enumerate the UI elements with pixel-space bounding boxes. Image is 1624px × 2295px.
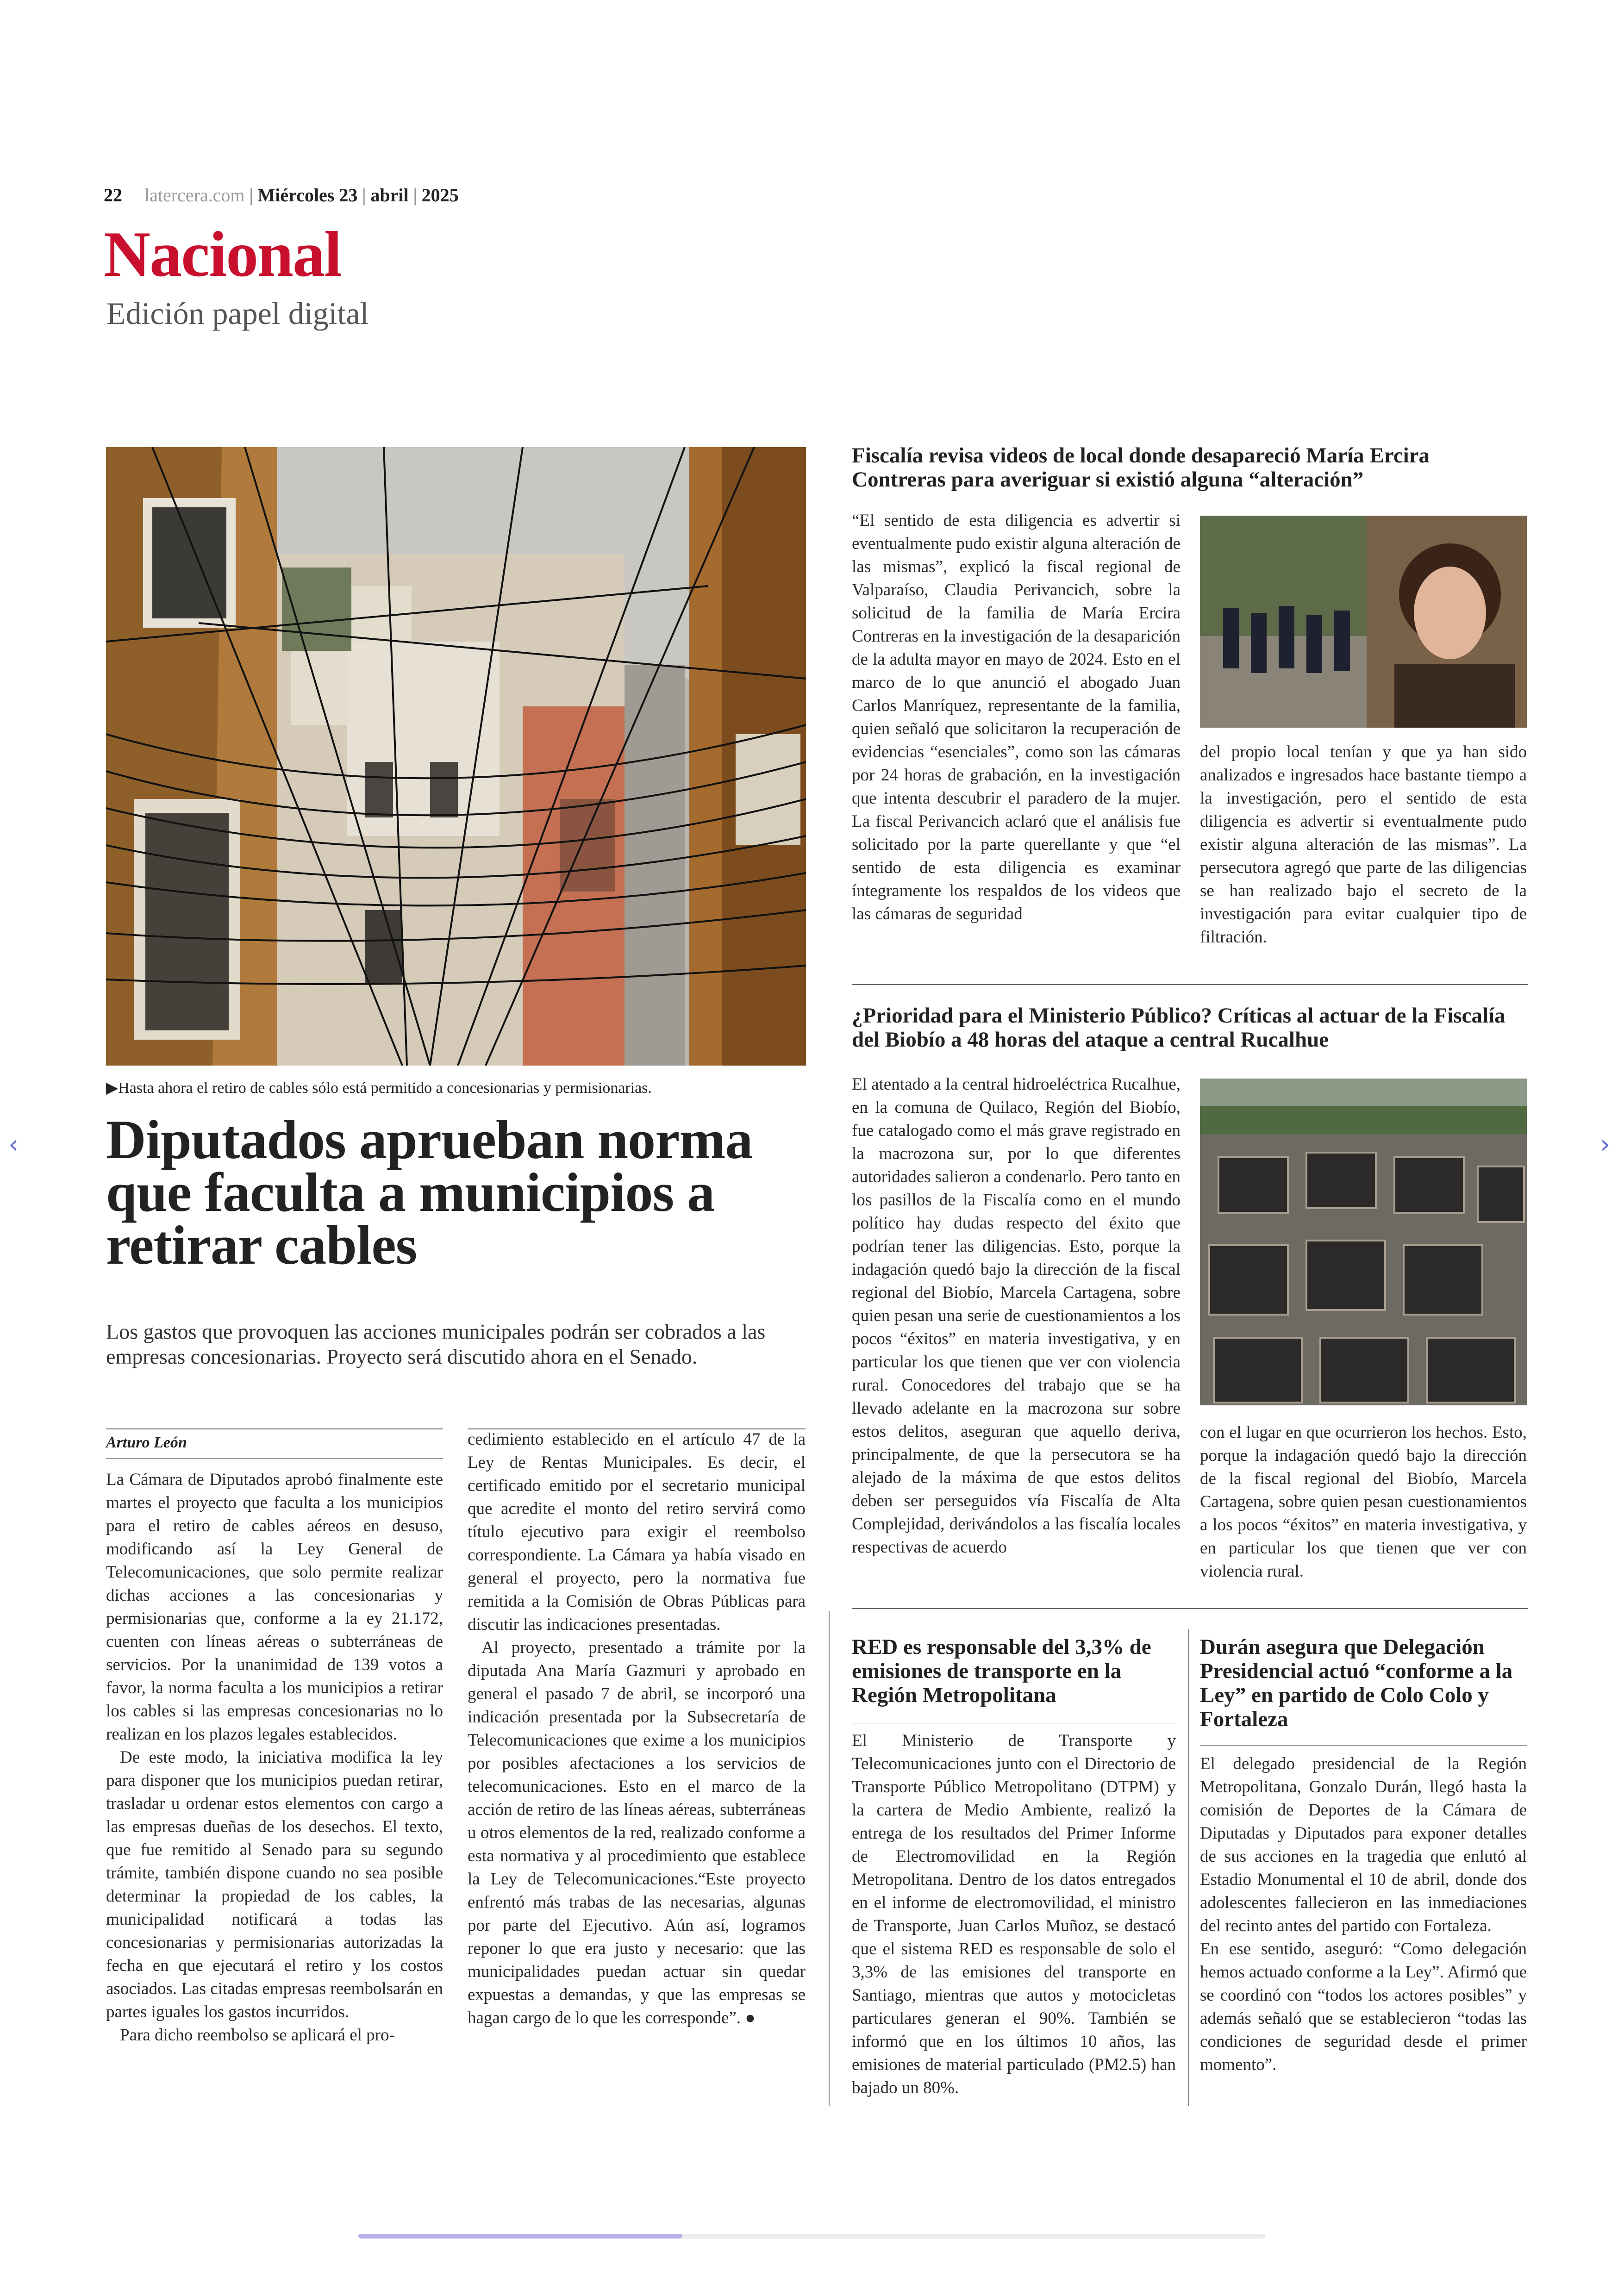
brief-biobio-col2 <box>1200 1421 1527 1583</box>
main-paragraph: Para dicho reembolso se aplicará el pro- <box>120 2026 395 2045</box>
page-number: 22 <box>104 185 122 206</box>
brief-fiscalia-col2 <box>1200 741 1527 949</box>
edition-label: Edición papel digital <box>106 296 369 331</box>
brief-fiscalia-text2: del propio local tenían y que ya han sido analizados e ingresados hace bastante tiempo a la investigación, pero el sentido de esta diligencia es advertir si eventualmente pudo existir alguna alteración de las mismas”. La persecutora agregó que parte de las diligencias se han realizado bajo el secreto de la investigación para evitar cualquier tipo de filtración. <box>1200 742 1527 947</box>
page-scrollbar-thumb[interactable] <box>358 2234 682 2239</box>
end-mark-icon: ● <box>741 2008 756 2027</box>
main-paragraph: cedimiento establecido en el artículo 47 de la Ley de Rentas Municipales. Es decir, el certificado emitido por el secretario municipal que acredite el monto del retiro servirá como título ejecutivo para exigir el reembolso correspondiente. La Cámara ya había visado en general el proyecto, pero la normativa fue remitida a la Comisión de Obras Públicas para discutir las indicaciones presentadas. <box>468 1430 806 1634</box>
caption-arrow-icon: ▶ <box>106 1079 119 1097</box>
byline-under-rule <box>106 1458 443 1459</box>
brief-duran-body <box>1200 1752 1527 2077</box>
caption-text: Hasta ahora el retiro de cables sólo está permitido a concesionarias y permisionarias. <box>118 1079 652 1097</box>
main-paragraph <box>468 1636 806 2030</box>
main-deck: Los gastos que provoquen las acciones municipales podrán ser cobrados a las empresas concesionarias. Proyecto será discutido ahora en el Senado. <box>106 1320 766 1368</box>
brief-red-text: El Ministerio de Transporte y Telecomunicaciones junto con el Directorio de Transporte Público Metropolitano (DTPM) y la cartera de Medio Ambiente, realizó la entrega de los resultados del Primer Informe de Electromovilidad en la Región Metropolitana. Dentro de los datos entregados en el informe de electromovilidad, el ministro de Transporte, Juan Carlos Muñoz, se destacó que el sistema RED es responsable de solo el 3,3% de las emisiones del transporte en Santiago, mientras que autos y motocicletas particulares generan el 90%. También se informó que en los últimos 10 años, las emisiones de material particulado (PM2.5) han bajado un 80%. <box>852 1731 1176 2097</box>
brief-biobio-photo <box>1200 1079 1527 1405</box>
column-divider <box>829 1611 830 2106</box>
byline: Arturo León <box>106 1434 187 1451</box>
main-paragraph: La Cámara de Diputados aprobó finalmente este martes el proyecto que faculta a los municipios para el retiro de cables aéreos en desuso, modificando así la Ley General de Telecomunicaciones, que solo permite realizar dichas acciones a las concesionarias y permisionarias que, conforme a la ey 21.172, cuenten con líneas aéreas o subterráneas de servicios. Por la unanimidad de 139 votos a favor, la norma faculta a los municipios a retirar los cables si las empresas concesionarias no lo realizan en los plazos legales establecidos. <box>106 1470 443 1744</box>
main-paragraph-text: Al proyecto, presentado a trámite por la diputada Ana María Gazmuri y aprobado en general el pasado 7 de abril, se incorporó una indicación presentada por la Subsecretaría de Telecomunicaciones que exime a los municipios por posibles afectaciones a los servicios de telecomunicaciones. Esto en el marco de la acción de retiro de las líneas aéreas, subterráneas u otros elementos de la red, realizado conforme a esta normativa y al procedimiento que establece la Ley de Telecomunicaciones.“Este proyecto enfrentó más trabas de las necesarias, algunas por parte del Ejecutivo. Aún así, logramos reponer lo que era justo y necesario: que las municipalidades puedan actuar sin quedar expuestas a demandas, y que las empresas se hagan cargo de lo que les corresponde”. <box>468 1638 806 2027</box>
main-paragraph: De este modo, la iniciativa modifica la ley para disponer que los municipios puedan retirar, trasladar u ordenar estos elementos con cargo a las empresas dueñas de los desechos. El texto, que fue remitido al Senado para su segundo trámite, también dispone cuando no sea posible determinar la propiedad de los cables, la municipalidad notificará a todas las concesionarias y permisionarias autorizadas la fecha en que ejecutará el retiro y los costos asociados. Las citadas empresas reembolsarán en partes iguales los gastos incurridos. <box>106 1748 443 2021</box>
date-day: Miércoles 23 <box>257 185 358 206</box>
page-folio: 22 latercera.com | Miércoles 23 | abril | 2025 <box>104 185 459 206</box>
prev-page-button[interactable]: ‹ <box>8 1129 19 1160</box>
date-year: 2025 <box>421 185 459 206</box>
date-month: abril <box>370 185 409 206</box>
brief-column-divider <box>1188 1629 1189 2106</box>
byline-rule <box>106 1428 443 1429</box>
brief-red-body <box>852 1729 1176 2100</box>
photo-caption <box>106 1079 806 1097</box>
main-body-col2 <box>468 1428 806 2030</box>
main-photo <box>106 447 806 1066</box>
brief-fiscalia-photo <box>1200 516 1527 728</box>
brief-biobio-col1 <box>852 1073 1181 1559</box>
brief-divider-2 <box>852 1608 1528 1609</box>
next-page-button[interactable]: › <box>1600 1129 1611 1160</box>
brief-fiscalia-col1 <box>852 509 1181 926</box>
brief-biobio-headline: ¿Prioridad para el Ministerio Público? Críticas al actuar de la Fiscalía del Biobío a 48 horas del ataque a central Rucalhue <box>852 1004 1505 1052</box>
main-headline: Diputados aprueban norma que faculta a municipios a retirar cables <box>106 1109 753 1276</box>
brief-divider <box>852 984 1528 985</box>
brief-duran-text1: El delegado presidencial de la Región Metropolitana, Gonzalo Durán, llegó hasta la comisión de Deportes de la Cámara de Diputadas y Diputados para exponer detalles de sus acciones en la tragedia que enlutó al Estadio Monumental el 10 de abril, donde dos adolescentes fallecieron en las inmediaciones del recinto antes del partido con Fortaleza. <box>1200 1754 1527 1935</box>
main-body-col1 <box>106 1468 443 2047</box>
brief-red-headline: RED es responsable del 3,3% de emisiones de transporte en la Región Metropolitana <box>852 1635 1151 1707</box>
section-title: Nacional <box>104 218 341 290</box>
site-name: latercera.com <box>144 185 245 206</box>
brief-fiscalia-headline: Fiscalía revisa videos de local donde desapareció María Ercira Contreras para averiguar si existió alguna “alteración” <box>852 443 1430 492</box>
brief-fiscalia-text1: “El sentido de esta diligencia es advertir si eventualmente pudo existir alguna alteración de las mismas”, explicó la fiscal regional de Valparaíso, Claudia Perivancich, sobre la solicitud de la familia de María Ercira Contreras en la investigación de la desaparición de la adulta mayor en mayo de 2024. Esto en el marco de lo que anunció el abogado Juan Carlos Manríquez, representante de la familia, quien señaló que solicitaron la recuperación de evidencias “esenciales”, como son las cámaras por 24 horas de grabación, en la investigación que intenta descubrir el paradero de la mujer. La fiscal Perivancich aclaró que el análisis fue solicitado por la parte querellante y que “el sentido de esta diligencia es examinar íntegramente los respaldos de los videos que las cámaras de seguridad <box>852 511 1181 923</box>
brief-duran-text2: En ese sentido, aseguró: “Como delegación hemos actuado conforme a la Ley”. Afirmó que se coordinó con “todos los actores posibles” y además señaló que se establecieron “todas las condiciones de seguridad desde el primer momento”. <box>1200 1940 1527 2074</box>
brief-biobio-text1: El atentado a la central hidroeléctrica Rucalhue, en la comuna de Quilaco, Región del Biobío, fue catalogado como el más grave registrado en la macrozona sur, por lo que diferentes autoridades salieron a condenarlo. Pero tanto en los pasillos de la Fiscalía como en el mundo político hay dudas respecto del éxito que podrían tener las diligencias. Esto, porque la indagación quedó bajo la dirección de la fiscal regional del Biobío, Marcela Cartagena, sobre quien pesan una serie de cuestionamientos a los pocos “éxitos” en materia investigativa, y en particular los que tienen que ver con violencia rural. Conocedores del trabajo que se ha llevado adelante en la macrozona sur sobre estos delitos, aseguran que aquello deriva, principalmente, de que la persecutora se ha alejado de la máxima de que estos delitos deben ser perseguidos vía Fiscalía de Alta Complejidad, derivándolos a las fiscalía locales respectivas de acuerdo <box>852 1075 1181 1557</box>
brief-biobio-text2: con el lugar en que ocurrieron los hechos. Esto, porque la indagación quedó bajo la dirección de la fiscal regional del Biobío, Marcela Cartagena, sobre quien pesan cuestionamientos a los pocos “éxitos” en materia investigativa, y en particular los que tienen que ver con violencia rural. <box>1200 1423 1527 1581</box>
brief-duran-headline: Durán asegura que Delegación Presidencial actuó “conforme a la Ley” en partido de Colo Colo y Fortaleza <box>1200 1635 1513 1731</box>
brief-duran-rule <box>1200 1745 1527 1746</box>
